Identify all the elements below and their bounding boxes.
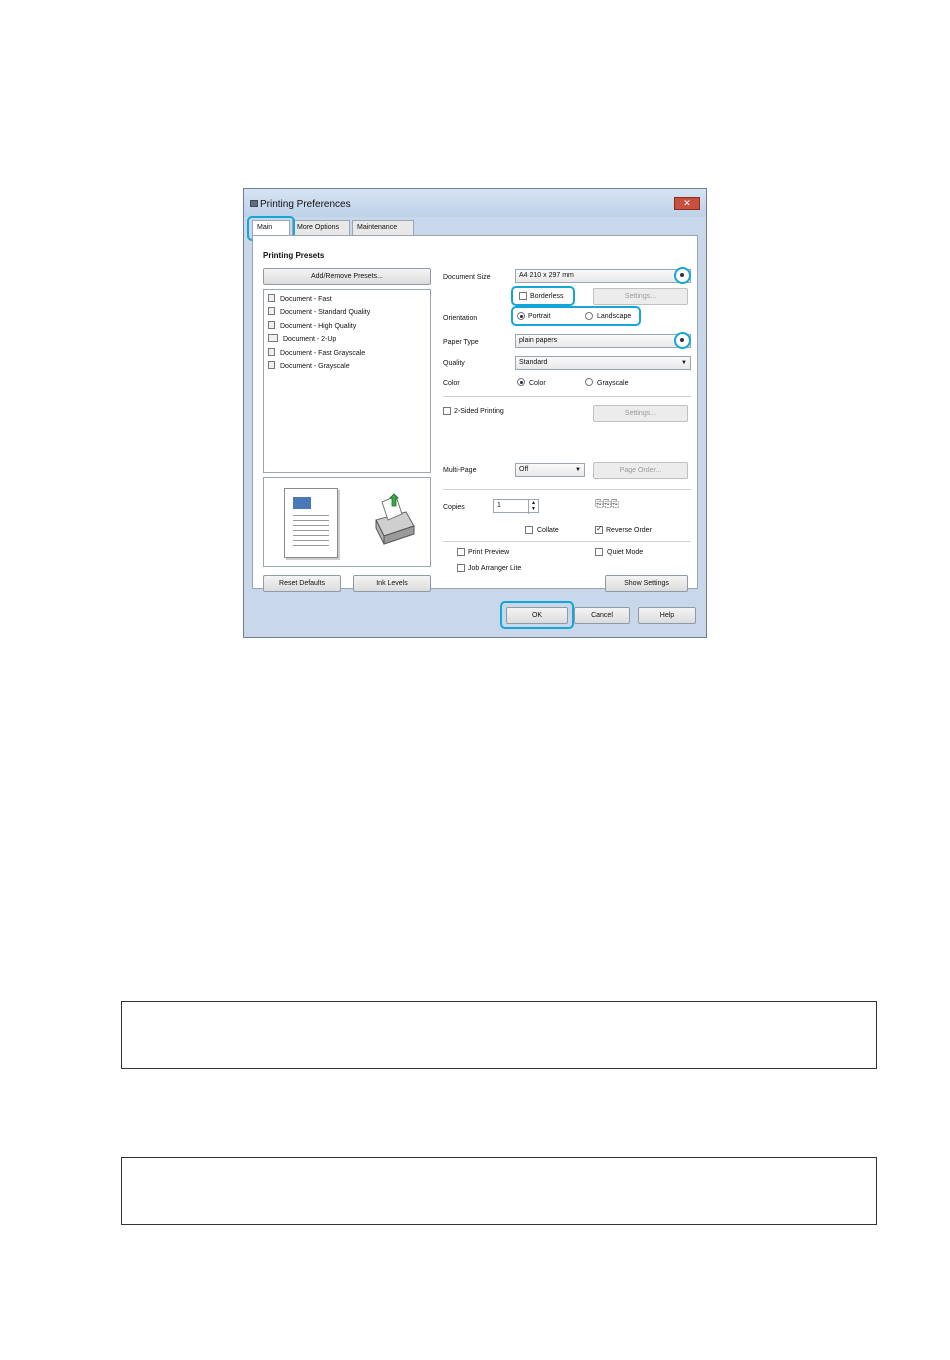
reverse-order-checkbox[interactable]	[595, 526, 603, 534]
borderless-highlight	[511, 286, 575, 306]
document-size-select[interactable]: A4 210 x 297 mm	[515, 269, 691, 283]
multipage-select[interactable]: Off ▼	[515, 463, 585, 477]
page-order-button[interactable]: Page Order...	[593, 462, 688, 479]
orientation-highlight	[511, 306, 641, 326]
tab-more-options[interactable]: More Options	[292, 220, 350, 236]
list-item[interactable]: Document - High Quality	[268, 321, 356, 331]
multipage-label: Multi-Page	[443, 467, 477, 474]
document-icon	[268, 321, 275, 329]
title-bar	[244, 189, 706, 217]
document-icon	[268, 294, 275, 302]
two-sided-checkbox[interactable]	[443, 407, 451, 415]
printing-presets-header: Printing Presets	[263, 251, 325, 260]
paper-type-label: Paper Type	[443, 339, 479, 346]
ok-button[interactable]: OK	[506, 607, 568, 624]
copies-label: Copies	[443, 504, 465, 511]
quiet-mode-checkbox[interactable]	[595, 548, 603, 556]
paper-type-select[interactable]: plain papers	[515, 334, 691, 348]
print-preview-image	[263, 477, 431, 567]
window-title: Printing Preferences	[260, 199, 351, 210]
printer-icon	[368, 490, 416, 550]
quality-select[interactable]: Standard ▼	[515, 356, 691, 370]
show-settings-button[interactable]: Show Settings	[605, 575, 688, 592]
ok-highlight	[500, 601, 574, 629]
orientation-label: Orientation	[443, 315, 478, 322]
collate-label: Collate	[537, 527, 559, 534]
reverse-order-label: Reverse Order	[606, 527, 652, 534]
borderless-settings-button[interactable]: Settings...	[593, 288, 688, 305]
list-item[interactable]: Document - 2-Up	[268, 334, 336, 344]
divider	[443, 541, 691, 542]
color-option-label: Color	[529, 380, 546, 387]
help-button[interactable]: Help	[638, 607, 696, 624]
job-arranger-label: Job Arranger Lite	[468, 565, 522, 572]
document-page-icon	[284, 488, 338, 558]
reset-defaults-button[interactable]: Reset Defaults	[263, 575, 341, 592]
list-item[interactable]: Document - Fast	[268, 294, 332, 304]
list-item[interactable]: Document - Fast Grayscale	[268, 348, 365, 358]
chevron-down-icon: ▼	[681, 360, 687, 366]
printer-icon	[250, 200, 258, 207]
two-up-icon	[268, 334, 278, 342]
borderless-label: Borderless	[530, 293, 564, 300]
tab-main[interactable]: Main	[252, 220, 290, 237]
list-item[interactable]: Document - Grayscale	[268, 361, 350, 371]
two-sided-settings-button[interactable]: Settings...	[593, 405, 688, 422]
print-preview-label: Print Preview	[468, 549, 510, 556]
note-box	[121, 1157, 877, 1225]
two-sided-label: 2-Sided Printing	[454, 408, 504, 415]
main-panel	[252, 235, 698, 589]
collate-checkbox[interactable]	[525, 526, 533, 534]
document-size-label: Document Size	[443, 274, 491, 281]
job-arranger-checkbox[interactable]	[457, 564, 465, 572]
close-button[interactable]: ✕	[674, 197, 700, 210]
color-radio[interactable]	[517, 378, 525, 386]
presets-list[interactable]	[263, 289, 431, 473]
tab-maintenance[interactable]: Maintenance	[352, 220, 414, 236]
divider	[443, 396, 691, 397]
portrait-label: Portrait	[528, 313, 551, 320]
copies-spinner[interactable]: ▲ ▼	[528, 500, 538, 514]
paper-type-dropdown-highlight	[674, 332, 691, 349]
chevron-down-icon: ▼	[575, 467, 581, 473]
grayscale-radio[interactable]	[585, 378, 593, 386]
color-label: Color	[443, 380, 460, 387]
list-item[interactable]: Document - Standard Quality	[268, 307, 370, 317]
landscape-label: Landscape	[597, 313, 632, 320]
reverse-order-pages-icon: ⎘⎘⎘	[595, 499, 619, 510]
grayscale-label: Grayscale	[597, 380, 629, 387]
quiet-mode-label: Quiet Mode	[607, 549, 644, 556]
copies-input[interactable]: 1 ▲ ▼	[493, 499, 539, 513]
document-size-dropdown-highlight	[674, 267, 691, 284]
ink-levels-button[interactable]: Ink Levels	[353, 575, 431, 592]
document-icon	[268, 348, 275, 356]
quality-label: Quality	[443, 360, 465, 367]
document-icon	[268, 307, 275, 315]
note-box	[121, 1001, 877, 1069]
cancel-button[interactable]: Cancel	[574, 607, 630, 624]
print-preview-checkbox[interactable]	[457, 548, 465, 556]
document-icon	[268, 361, 275, 369]
divider	[443, 489, 691, 490]
add-remove-presets-button[interactable]: Add/Remove Presets...	[263, 268, 431, 285]
printing-preferences-dialog	[243, 188, 707, 638]
